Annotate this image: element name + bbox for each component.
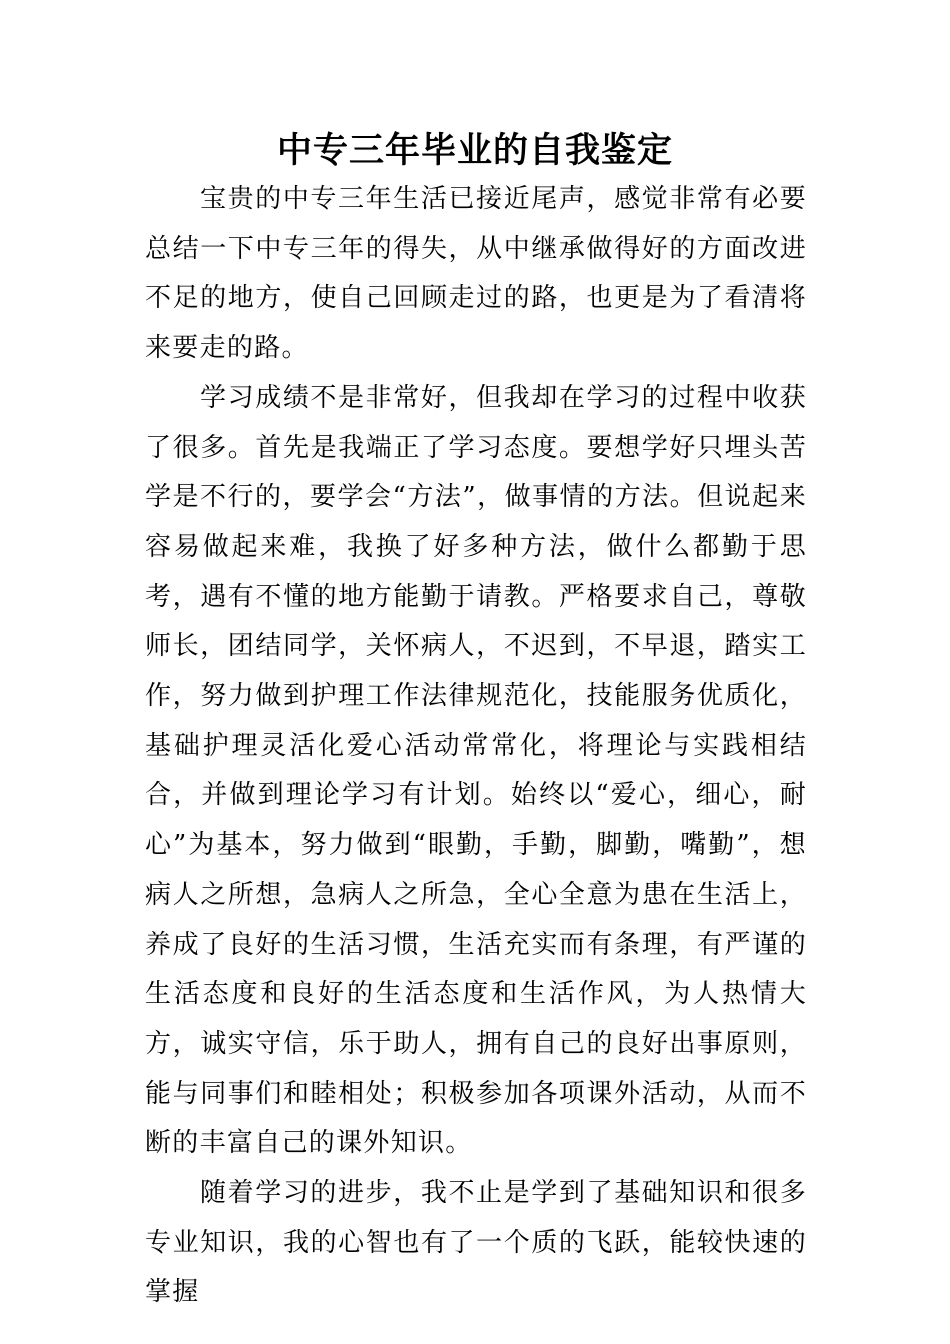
paragraph-intro: 宝贵的中专三年生活已接近尾声，感觉非常有必要总结一下中专三年的得失，从中继承做得好的方面改进不足的地方，使自己回顾走过的路，也更是为了看清将来要走的路。 [145, 184, 807, 364]
paragraph-study: 学习成绩不是非常好，但我却在学习的过程中收获了很多。首先是我端正了学习态度。要想学好只埋头苦学是不行的，要学会“方法”，做事情的方法。但说起来容易做起来难，我换了好多种方法，做什么都勤于思考，遇有不懂的地方能勤于请教。严格要求自己，尊敬师长，团结同学，关怀病人，不迟到，不早退，踏实工作，努力做到护理工作法律规范化，技能服务优质化，基础护理灵活化爱心活动常常化，将理论与实践相结合，并做到理论学习有计划。始终以“爱心，细心，耐心”为基本，努力做到“眼勤，手勤，脚勤，嘴勤”，想病人之所想，急病人之所急，全心全意为患在生活上，养成了良好的生活习惯，生活充实而有条理，有严谨的生活态度和良好的生活态度和生活作风，为人热情大方，诚实守信，乐于助人，拥有自己的良好出事原则，能与同事们和睦相处；积极参加各项课外活动，从而不断的丰富自己的课外知识。 [145, 382, 807, 1159]
document-title: 中专三年毕业的自我鉴定 [276, 131, 673, 171]
paragraph-progress: 随着学习的进步，我不止是学到了基础知识和很多专业知识，我的心智也有了一个质的飞跃，能较快速的掌握 [145, 1178, 807, 1308]
document-body [145, 175, 807, 1318]
